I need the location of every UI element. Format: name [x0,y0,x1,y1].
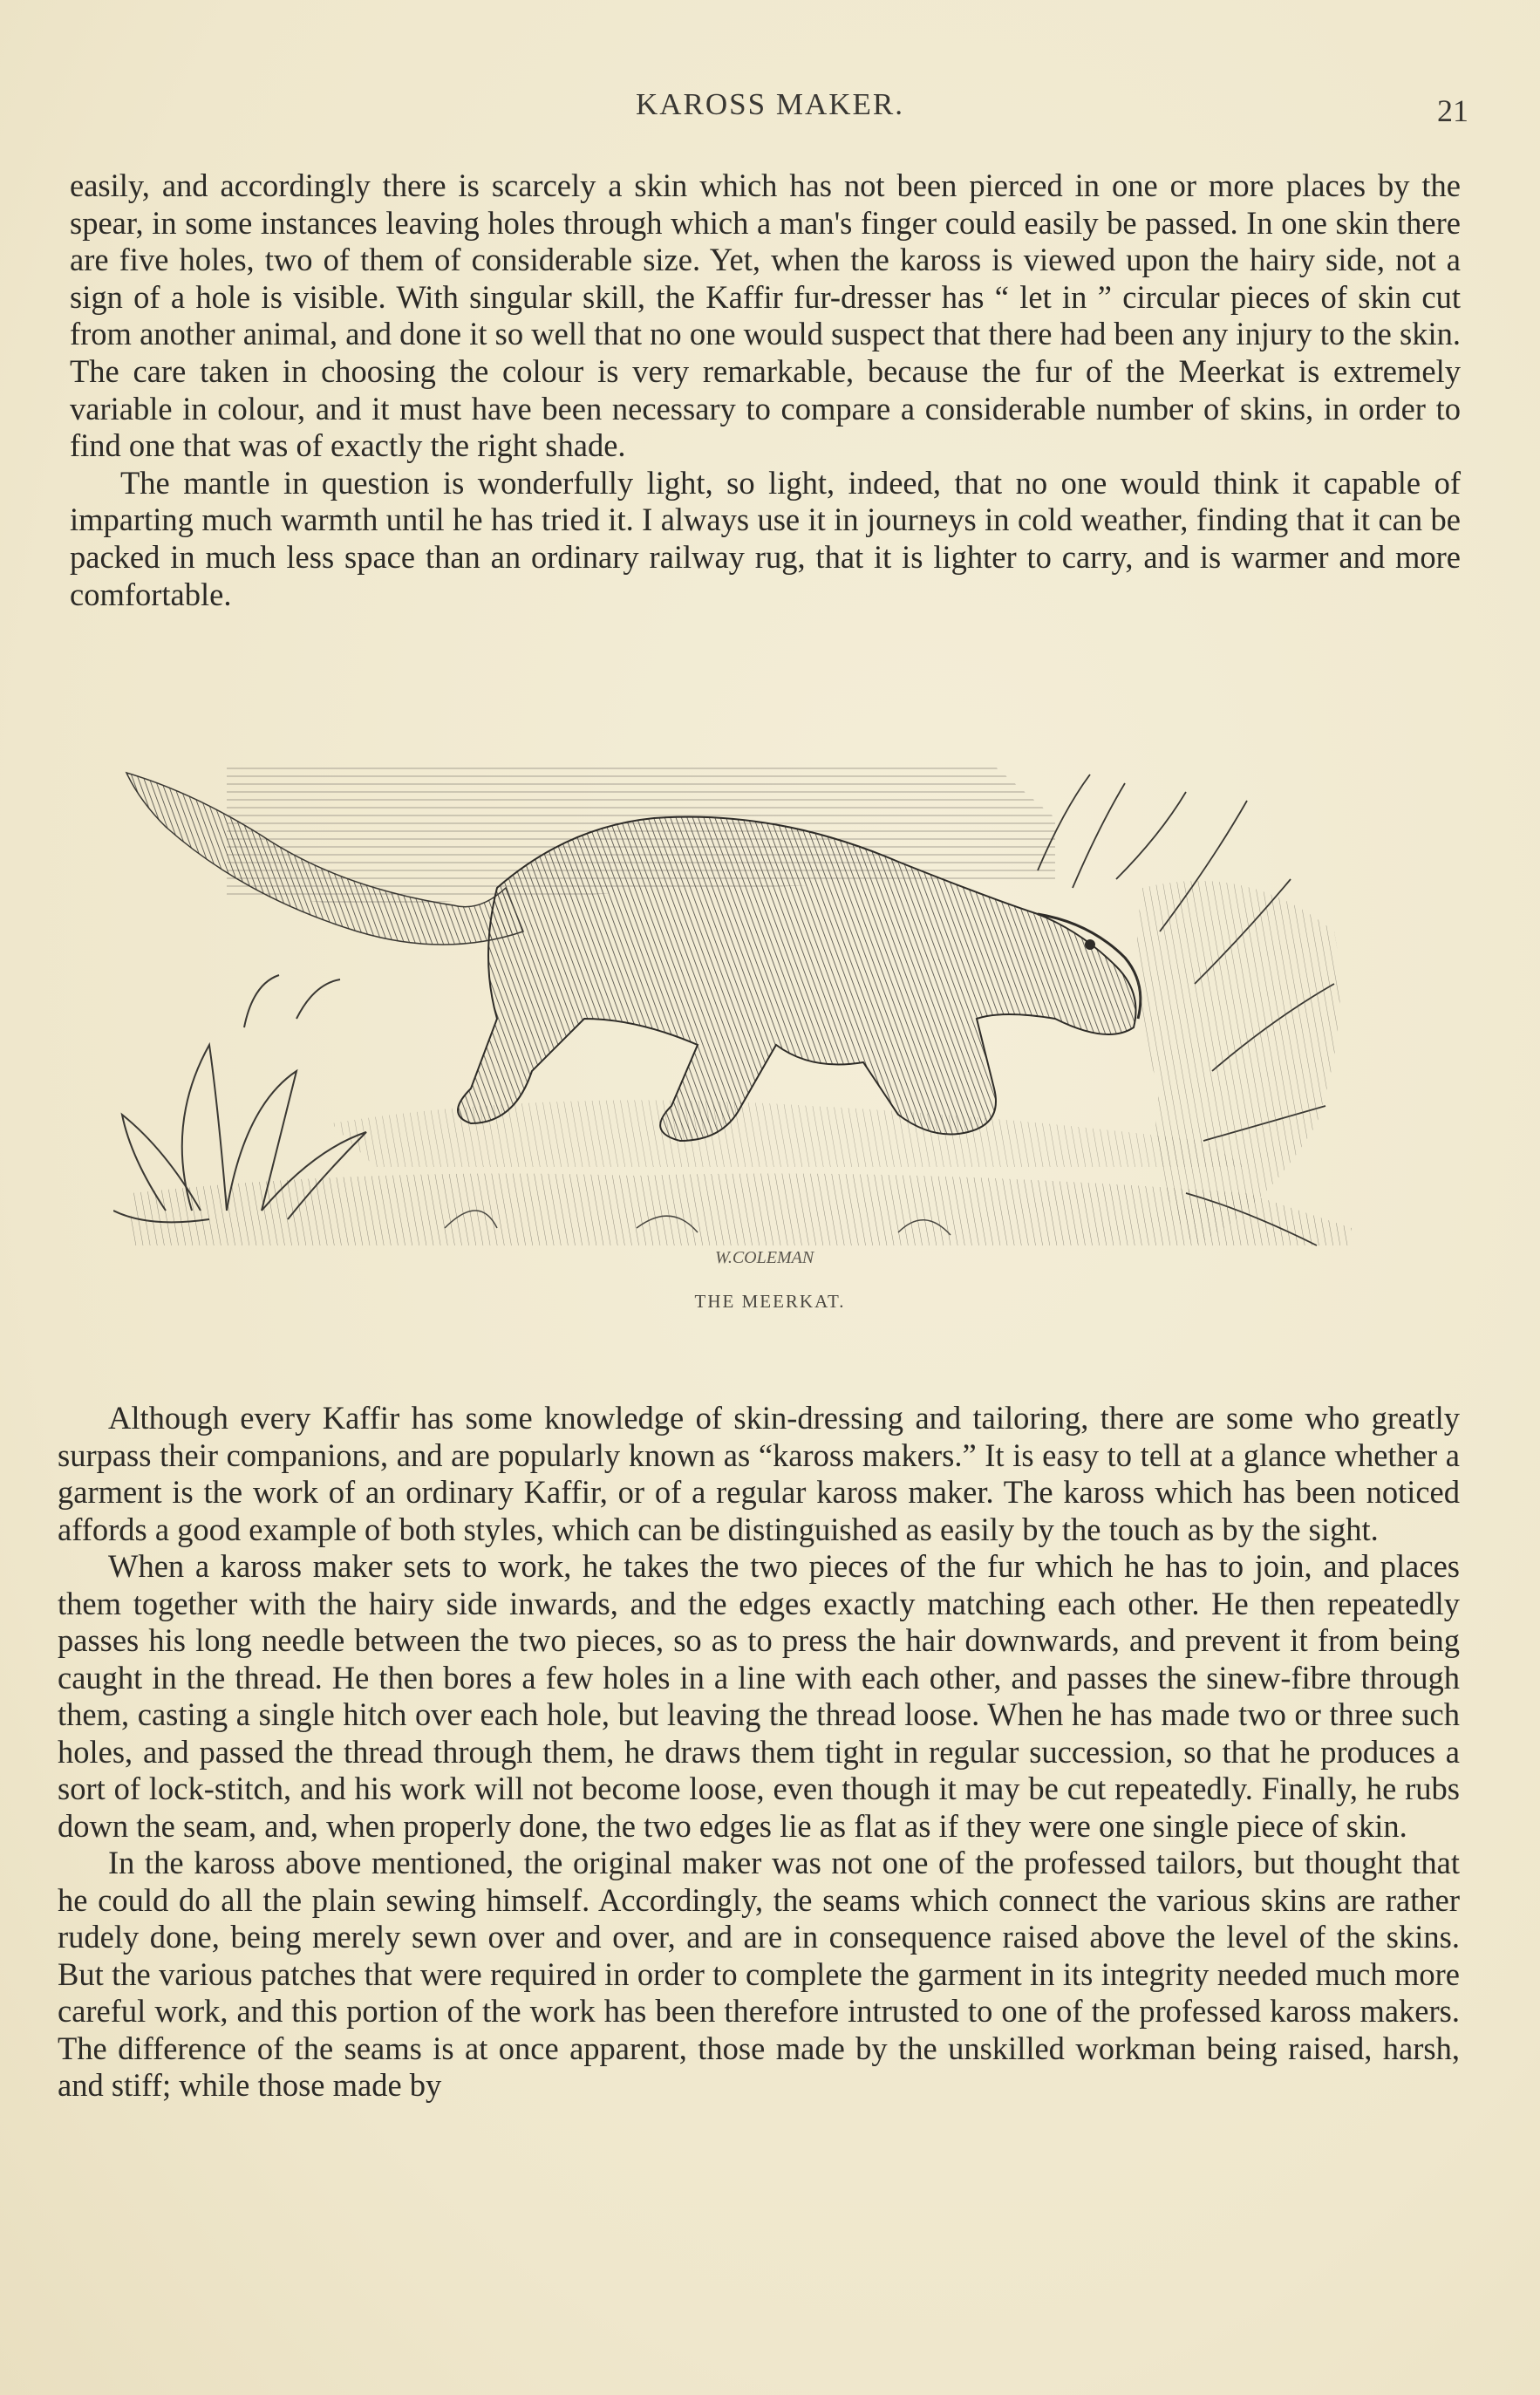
figure-caption: THE MEERKAT. [694,1291,846,1312]
page-number: 21 [1437,93,1468,128]
paragraph: easily, and accordingly there is scarcely a skin which has not been pierced in one or more places by the spear, in some instances leaving holes through which a man's finger could easily be passed. In one skin there are five holes, two of them of considerable size. Yet, when the kaross is viewed upon the hairy side, not a sign of a hole is visible. With singular skill, the Kaffir fur-dresser has “ let in ” circular pieces of skin cut from another animal, and done it so well that no one would suspect that there had been any injury to the skin. The care taken in choosing the colour is very remarkable, because the fur of the Meerkat is extremely variable in colour, and it must have been necessary to compare a considerable number of skins, in order to find one that was of exactly the right shade. [70,167,1461,464]
running-head [0,87,1540,131]
engraver-signature: W.COLEMAN [715,1248,814,1267]
paragraph: When a kaross maker sets to work, he takes the two pieces of the fur which he has to join, and places them together with the hairy side inwards, and the edges exactly matching each other. He then repeatedly passes his long needle between the two pieces, so as to press the hair downwards, and prevent it from being caught in the thread. He then bores a few holes in a line with each other, and passes the sinew-fibre through them, casting a single hitch over each hole, but leaving the thread loose. When he has made two or three such holes, and passed the thread through them, he draws them tight in regular succession, so that he produces a sort of lock-stitch, and his work will not become loose, even though it may be cut repeatedly. Finally, he rubs down the seam, and, when properly done, the two edges lie as flat as if they were one single piece of skin. [58,1548,1460,1844]
paragraph: Although every Kaffir has some knowledge of skin-dressing and tailoring, there are some who greatly surpass their companions, and are popularly known as “kaross makers.” It is easy to tell at a glance whether a garment is the work of an ordinary Kaffir, or of a regular kaross maker. The kaross which has been noticed affords a good example of both styles, which can be distinguished as easily by the touch as by the sight. [58,1400,1460,1547]
paragraph: In the kaross above mentioned, the original maker was not one of the professed tailors, but thought that he could do all the plain sewing himself. Accordingly, the seams which connect the various skins are rather rudely done, being merely sewn over and over, and are in consequence raised above the level of the skins. But the various patches that were required in order to complete the garment in its integrity needed much more careful work, and this portion of the work has been therefore intrusted to one of the professed kaross makers. The difference of the seams is at once apparent, those made by the unskilled workman being raised, harsh, and stiff; while those made by [58,1845,1460,2103]
paragraph: The mantle in question is wonderfully light, so light, indeed, that no one would think it capable of imparting much warmth until he has tried it. I always use it in journeys in cold weather, finding that it can be packed in much less space than an ordinary railway rug, that it is lighter to carry, and is warmer and more comfortable. [70,464,1461,612]
running-title: KAROSS MAKER. [636,87,904,121]
text-block-upper [70,167,1461,613]
text-block-lower [58,1400,1460,2105]
meerkat-engraving [113,757,1404,1276]
